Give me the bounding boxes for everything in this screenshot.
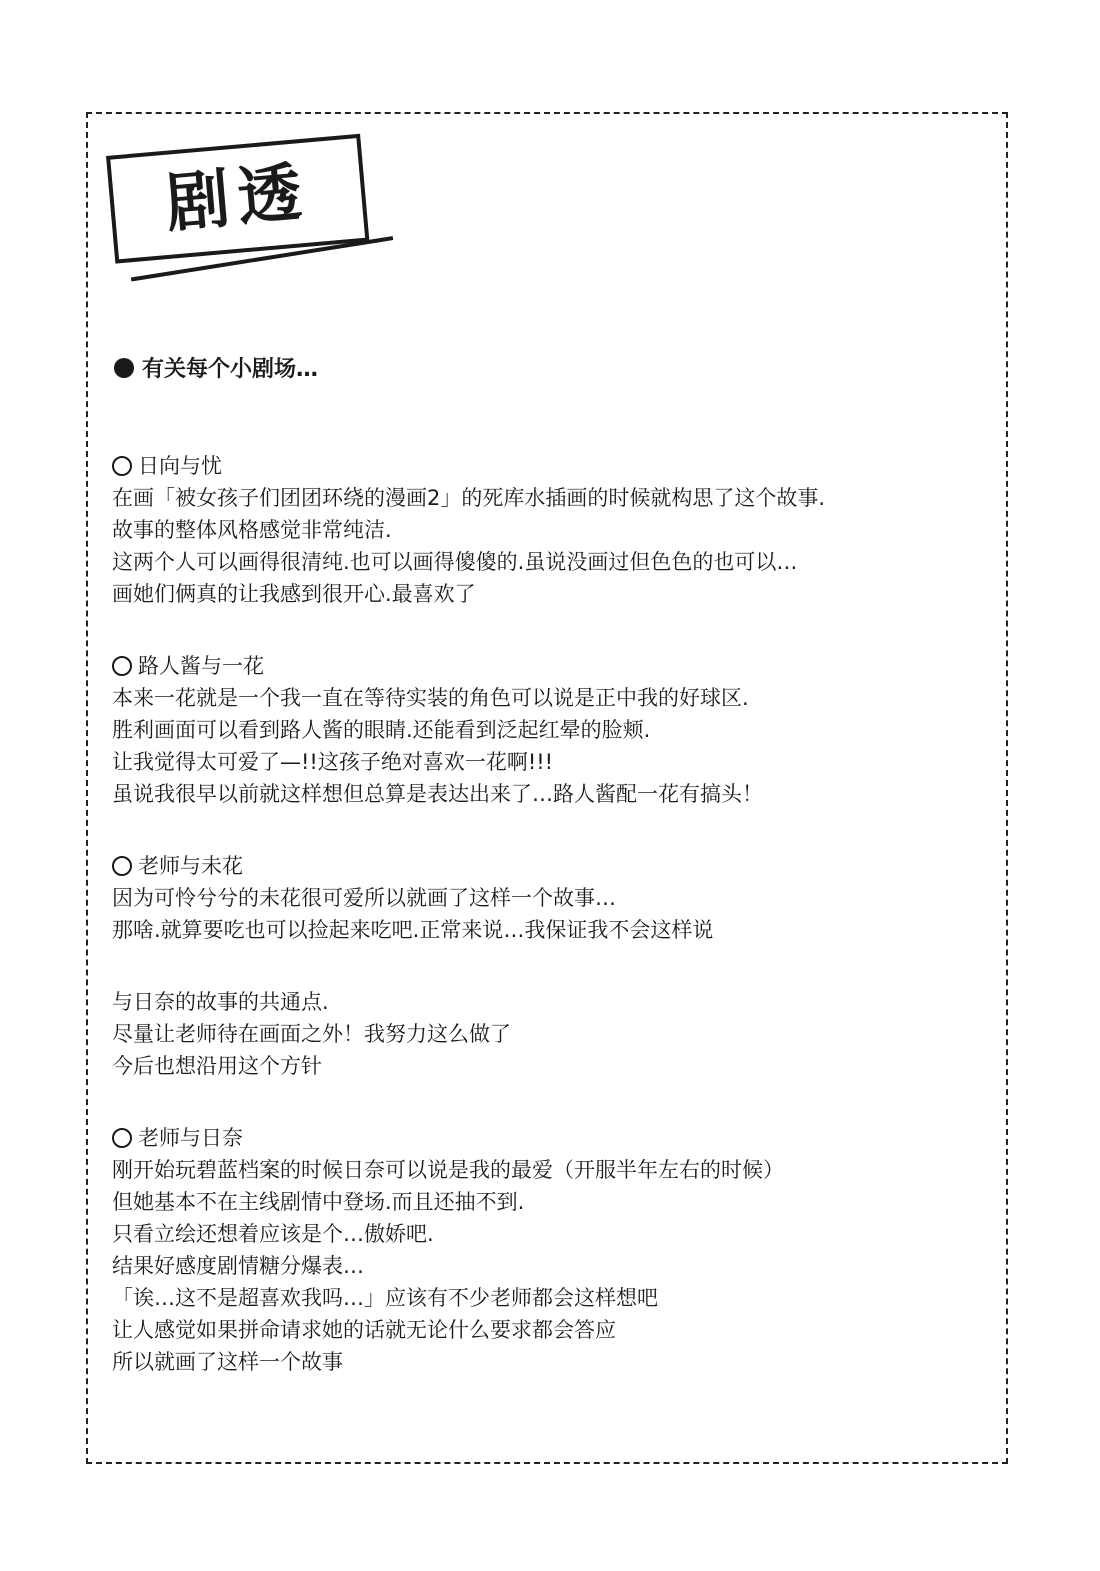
- text-line: 让我觉得太可爱了—!!这孩子绝对喜欢一花啊!!!: [112, 750, 554, 774]
- block-title-text: 路人酱与一花: [138, 654, 264, 678]
- text-line: 那啥.就算要吃也可以捡起来吃吧.正常来说…我保证我不会这样说: [112, 918, 714, 942]
- filled-circle-bullet-icon: [114, 358, 134, 378]
- text-block: [112, 450, 992, 610]
- title-stamp: [106, 134, 369, 264]
- block-title-text: 日向与忧: [138, 454, 222, 478]
- text-block: [112, 650, 992, 810]
- open-circle-bullet-icon: [112, 1128, 132, 1148]
- open-circle-bullet-icon: [112, 656, 132, 676]
- block-title: [112, 850, 992, 882]
- text-line: 结果好感度剧情糖分爆表…: [112, 1254, 364, 1278]
- block-title: [112, 1122, 992, 1154]
- block-title: [112, 450, 992, 482]
- page-title: 剧透: [162, 155, 313, 242]
- text-line: 虽说我很早以前就这样想但总算是表达出来了…路人酱配一花有搞头！: [112, 782, 763, 806]
- text-line: 胜利画面可以看到路人酱的眼睛.还能看到泛起红晕的脸颊.: [112, 718, 651, 742]
- text-line: 尽量让老师待在画面之外！我努力这么做了: [112, 1022, 511, 1046]
- section-heading: [114, 352, 318, 383]
- text-block: [112, 1122, 992, 1378]
- text-line: 因为可怜兮兮的未花很可爱所以就画了这样一个故事…: [112, 886, 616, 910]
- content-area: [112, 450, 992, 1418]
- text-line: 画她们俩真的让我感到很开心.最喜欢了: [112, 582, 476, 606]
- text-block: [112, 986, 992, 1082]
- text-line: 这两个人可以画得很清纯.也可以画得傻傻的.虽说没画过但色色的也可以…: [112, 550, 798, 574]
- text-line: 但她基本不在主线剧情中登场.而且还抽不到.: [112, 1190, 525, 1214]
- text-line: 在画「被女孩子们团团环绕的漫画2」的死库水插画的时候就构思了这个故事.: [112, 486, 826, 510]
- text-line: 刚开始玩碧蓝档案的时候日奈可以说是我的最爱（开服半年左右的时候）: [112, 1158, 784, 1182]
- text-line: 只看立绘还想着应该是个…傲娇吧.: [112, 1222, 434, 1246]
- text-block: [112, 850, 992, 946]
- text-line: 今后也想沿用这个方针: [112, 1054, 322, 1078]
- text-line: 故事的整体风格感觉非常纯洁.: [112, 518, 392, 542]
- open-circle-bullet-icon: [112, 456, 132, 476]
- section-heading-text: 有关每个小剧场…: [142, 357, 319, 382]
- text-line: 「诶…这不是超喜欢我吗…」应该有不少老师都会这样想吧: [112, 1286, 658, 1310]
- text-line: 本来一花就是一个我一直在等待实装的角色可以说是正中我的好球区.: [112, 686, 749, 710]
- text-line: 所以就画了这样一个故事: [112, 1350, 343, 1374]
- block-title: [112, 650, 992, 682]
- block-title-text: 老师与日奈: [138, 1126, 243, 1150]
- open-circle-bullet-icon: [112, 856, 132, 876]
- block-title-text: 老师与未花: [138, 854, 243, 878]
- text-line: 让人感觉如果拼命请求她的话就无论什么要求都会答应: [112, 1318, 616, 1342]
- text-line: 与日奈的故事的共通点.: [112, 990, 329, 1014]
